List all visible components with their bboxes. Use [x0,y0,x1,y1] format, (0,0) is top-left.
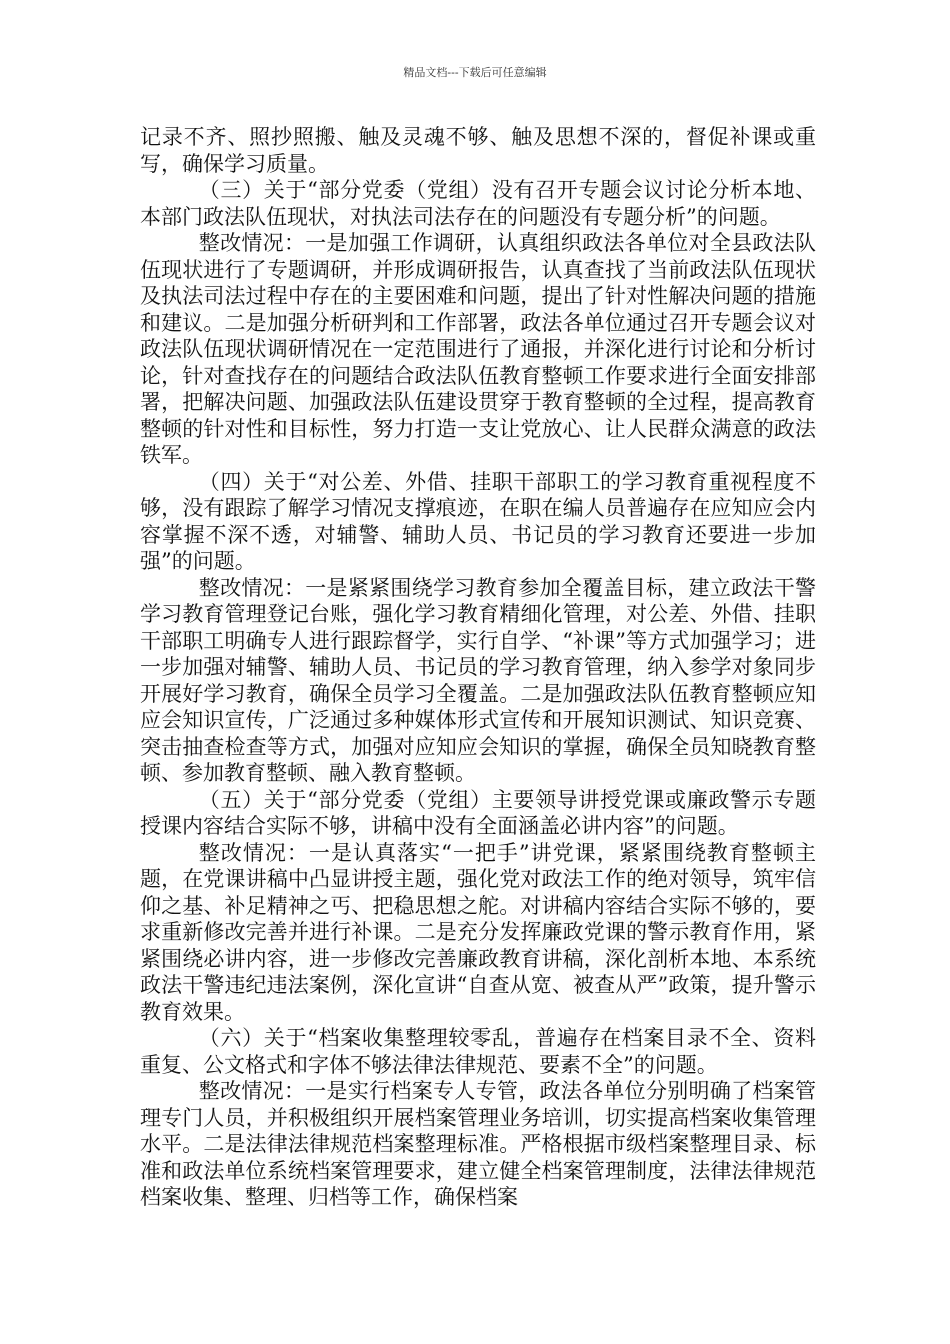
paragraph-issue-4: （四）关于“对公差、外借、挂职干部职工的学习教育重视程度不够，没有跟踪了解学习情况支撑痕迹，在职在编人员普遍存在应知应会内容掌握不深不透，对辅警、辅助人员、书记员的学习教育还要进一步加强”的问题。 [140,469,816,573]
paragraph-continuation: 记录不齐、照抄照搬、触及灵魂不够、触及思想不深的，督促补课或重写，确保学习质量。 [140,125,816,176]
paragraph-issue-5: （五）关于“部分党委（党组）主要领导讲授党课或廉政警示专题授课内容结合实际不够，讲稿中没有全面涵盖必讲内容”的问题。 [140,787,816,838]
paragraph-rectification-5: 整改情况：一是认真落实“一把手”讲党课，紧紧围绕教育整顿主题，在党课讲稿中凸显讲授主题，强化党对政法工作的绝对领导，筑牢信仰之基、补足精神之丐、把稳思想之舵。对讲稿内容结合实际不够的，要求重新修改完善并进行补课。二是充分发挥廉政党课的警示教育作用，紧紧围绕必讲内容，进一步修改完善廉政教育讲稿，深化剖析本地、本系统政法干警违纪违法案例，深化宣讲“自查从宽、被查从严”政策，提升警示教育效果。 [140,840,816,1024]
paragraph-issue-6: （六）关于“档案收集整理较零乱，普遍存在档案目录不全、资料重复、公文格式和字体不够法律法律规范、要素不全”的问题。 [140,1026,816,1077]
paragraph-rectification-3: 整改情况：一是加强工作调研，认真组织政法各单位对全县政法队伍现状进行了专题调研，并形成调研报告，认真查找了当前政法队伍现状及执法司法过程中存在的主要困难和问题，提出了针对性解决问题的措施和建议。二是加强分析研判和工作部署，政法各单位通过召开专题会议对政法队伍现状调研情况在一定范围进行了通报，并深化进行讨论和分析讨论，针对查找存在的问题结合政法队伍教育整顿工作要求进行全面安排部署，把解决问题、加强政法队伍建设贯穿于教育整顿的全过程，提高教育整顿的针对性和目标性，努力打造一支让党放心、让人民群众满意的政法铁军。 [140,231,816,467]
paragraph-issue-3: （三）关于“部分党委（党组）没有召开专题会议讨论分析本地、本部门政法队伍现状，对执法司法存在的问题没有专题分析”的问题。 [140,178,816,229]
document-body [140,124,816,1211]
page-header: 精品文档---下载后可任意编辑 [403,66,547,79]
paragraph-rectification-6: 整改情况：一是实行档案专人专管，政法各单位分别明确了档案管理专门人员，并积极组织开展档案管理业务培训，切实提高档案收集管理水平。二是法律法律规范档案整理标准。严格根据市级档案整理目录、标准和政法单位系统档案管理要求，建立健全档案管理制度，法律法律规范档案收集、整理、归档等工作，确保档案 [140,1079,816,1209]
paragraph-rectification-4: 整改情况：一是紧紧围绕学习教育参加全覆盖目标，建立政法干警学习教育管理登记台账，强化学习教育精细化管理，对公差、外借、挂职干部职工明确专人进行跟踪督学，实行自学、“补课”等方式加强学习；进一步加强对辅警、辅助人员、书记员的学习教育管理，纳入参学对象同步开展好学习教育，确保全员学习全覆盖。二是加强政法队伍教育整顿应知应会知识宣传，广泛通过多种媒体形式宣传和开展知识测试、知识竞赛、突击抽查检查等方式，加强对应知应会知识的掌握，确保全员知晓教育整顿、参加教育整顿、融入教育整顿。 [140,575,816,785]
